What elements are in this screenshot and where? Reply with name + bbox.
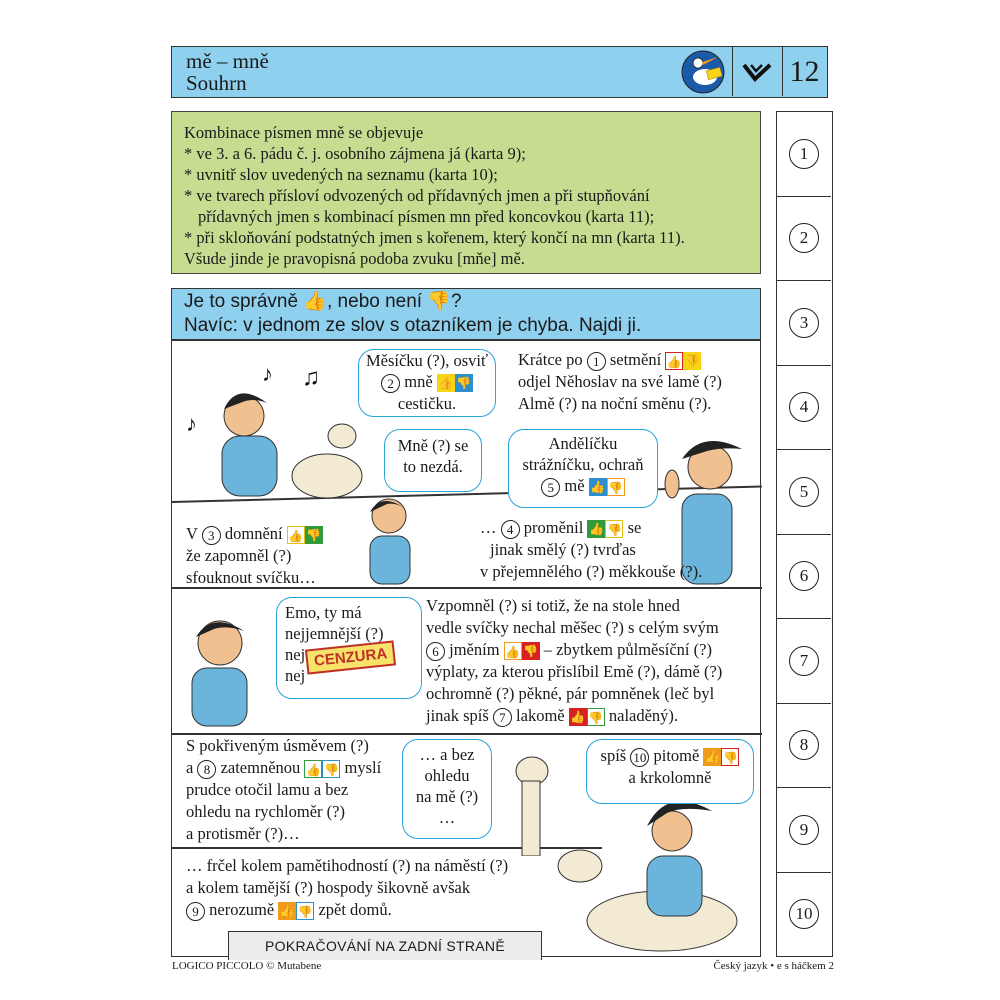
- thumb-up-icon[interactable]: 👍: [665, 352, 683, 370]
- narration-text: domnění: [224, 524, 283, 543]
- thumb-down-icon[interactable]: 👎: [306, 528, 322, 543]
- narration-text: Krátce po: [518, 350, 583, 369]
- narration-text: jinak spíš: [426, 706, 489, 725]
- narration-text: myslí: [344, 758, 382, 777]
- task-line-1: Je to správně 👍, nebo není 👎?: [184, 291, 462, 312]
- narration-line: [186, 523, 323, 545]
- thumb-down-icon[interactable]: 👎: [607, 478, 625, 496]
- answer-number: 4: [789, 392, 819, 422]
- answer-cell-5[interactable]: [777, 449, 831, 535]
- ref-circle: 8: [197, 760, 216, 779]
- narration-text: zatemněnou: [220, 758, 301, 777]
- answer-cell-8[interactable]: [777, 703, 831, 788]
- card-number: 12: [789, 54, 820, 88]
- narration-line: Vzpomněl (?) si totiž, že na stole hned: [426, 596, 680, 615]
- card-subtitle: Souhrn: [186, 71, 247, 95]
- bubble-text: mě: [564, 476, 585, 495]
- music-note-icon: ♪: [262, 361, 273, 386]
- continue-banner: POKRAČOVÁNÍ NA ZADNÍ STRANĚ: [228, 931, 542, 960]
- narration-line: [186, 757, 381, 779]
- narration-line: v přejemnělého (?) měkkouše (?).: [480, 562, 703, 581]
- speech-bubble: [508, 429, 658, 508]
- thumb-up-icon[interactable]: 👍: [588, 522, 604, 537]
- stork-logo-icon: [674, 47, 733, 96]
- answer-cell-2[interactable]: [777, 196, 831, 281]
- bubble-text: Andělíčku: [548, 434, 618, 453]
- narration-line: [426, 639, 712, 661]
- bubble-line: [359, 371, 495, 393]
- ref-circle: 6: [426, 642, 445, 661]
- thumb-down-icon[interactable]: 👎: [721, 748, 739, 766]
- bubble-text: nej: [285, 645, 306, 664]
- thumb-up-icon[interactable]: 👍: [570, 710, 586, 725]
- summary-line: * ve 3. a 6. pádu č. j. osobního zájmena já (karta 9);: [184, 144, 526, 163]
- narration-text: naladěný).: [608, 706, 679, 725]
- thumb-up-icon[interactable]: 👍: [504, 642, 522, 660]
- thumb-down-icon[interactable]: 👎: [684, 354, 700, 369]
- bubble-text: Mně (?) se: [397, 436, 469, 455]
- ref-circle: 4: [501, 520, 520, 539]
- bubble-text: to nezdá.: [403, 457, 463, 476]
- bubble-text: cestičku.: [397, 393, 457, 413]
- thumb-down-icon[interactable]: 👎: [322, 760, 340, 778]
- man-riding-llama-illustration: [552, 781, 757, 956]
- task-instructions: [171, 288, 761, 340]
- speech-bubble: [358, 349, 496, 417]
- narration-text: – zbytkem půlměsíční (?): [543, 640, 712, 659]
- bubble-text: Emo, ty má: [285, 603, 362, 622]
- narration-line: jinak smělý (?) tvrďas: [490, 540, 636, 559]
- narration-text: jměním: [449, 640, 500, 659]
- thumb-down-icon[interactable]: 👎: [523, 644, 539, 659]
- censorship-stamp: CENZURA: [305, 640, 396, 674]
- narration-line: vedle svíčky nechal měšec (?) s celým svým: [426, 618, 719, 637]
- narration-line: [480, 517, 641, 539]
- ref-circle: 3: [202, 526, 221, 545]
- ref-circle: 1: [587, 352, 606, 371]
- narration-line: [426, 705, 678, 727]
- bubble-text: na mě (?): [415, 787, 479, 806]
- answer-cell-9[interactable]: [777, 787, 831, 873]
- answer-cell-4[interactable]: [777, 365, 831, 450]
- thumb-up-icon[interactable]: 👍: [279, 904, 295, 919]
- bubble-text: a krkolomně: [628, 767, 712, 787]
- thumb-up-icon[interactable]: 👍: [704, 750, 720, 765]
- bubble-line: [587, 745, 753, 767]
- footer-subject: Český jazyk • e s háčkem 2: [713, 960, 834, 972]
- thumb-down-icon[interactable]: 👎: [587, 708, 605, 726]
- answer-number: 10: [789, 899, 819, 929]
- narration-line: a protisměr (?)…: [186, 824, 300, 843]
- ref-circle: 9: [186, 902, 205, 921]
- narration-line: [186, 899, 392, 921]
- ref-circle: 10: [630, 748, 649, 767]
- summary-line: * ve tvarech přísloví odvozených od přídavných jmen a při stupňování: [184, 186, 650, 205]
- music-note-icon: ♫: [302, 365, 320, 391]
- footer-publisher: LOGICO PICCOLO © Mutabene: [172, 960, 322, 972]
- task-line-2: Navíc: v jednom ze slov s otazníkem je chyba. Najdi ji.: [184, 315, 642, 336]
- check-mark-icon: [732, 47, 783, 96]
- narration-line: [518, 349, 701, 371]
- boy-character-illustration: [352, 486, 427, 586]
- narration-line: že zapomněl (?): [186, 546, 292, 565]
- answer-cell-3[interactable]: [777, 280, 831, 366]
- narration-line: S pokřiveným úsměvem (?): [186, 736, 369, 755]
- ref-circle: 5: [541, 478, 560, 497]
- answer-number: 7: [789, 646, 819, 676]
- card-header: [171, 46, 828, 98]
- answer-cell-7[interactable]: [777, 618, 831, 704]
- narration-line: … frčel kolem pamětihodností (?) na náměstí (?): [186, 856, 509, 875]
- man-in-glasses-illustration: [172, 603, 262, 728]
- bubble-text: ohledu: [424, 766, 470, 785]
- narration-text: …: [480, 518, 497, 537]
- answer-number: 2: [789, 223, 819, 253]
- summary-line: Všude jinde je pravopisná podoba zvuku [mňe] mě.: [184, 249, 525, 268]
- summary-line: * při skloňování podstatných jmen s kořenem, který končí na mn (karta 11).: [184, 228, 685, 247]
- answer-cell-1[interactable]: [777, 112, 831, 197]
- narration-text: se: [627, 518, 642, 537]
- narration-line: Almě (?) na noční směnu (?).: [518, 394, 712, 413]
- narration-line: ohledu na rychloměr (?): [186, 802, 345, 821]
- traveler-on-llama-illustration: [182, 361, 372, 506]
- narration-text: zpět domů.: [318, 900, 392, 919]
- summary-box: [171, 111, 761, 274]
- narration-text: nerozumě: [209, 900, 275, 919]
- answer-cell-10[interactable]: [777, 872, 831, 955]
- thumb-down-icon[interactable]: 👎: [456, 376, 472, 391]
- narration-text: setmění: [609, 350, 662, 369]
- music-note-icon: ♪: [186, 411, 197, 436]
- thumb-up-icon[interactable]: 👍: [438, 376, 454, 391]
- thumb-up-icon[interactable]: 👍: [590, 480, 606, 495]
- ref-circle: 7: [493, 708, 512, 727]
- narration-text: lakomě: [516, 706, 565, 725]
- answer-cell-6[interactable]: [777, 534, 831, 619]
- comic-strip: [171, 340, 761, 957]
- bubble-text: spíš: [600, 746, 627, 765]
- thumb-down-icon[interactable]: 👎: [605, 520, 623, 538]
- bubble-text: nejjemnější (?): [285, 624, 384, 643]
- narration-line: a kolem tamější (?) hospody šikovně avšak: [186, 878, 471, 897]
- answer-number: 3: [789, 308, 819, 338]
- answer-number: 6: [789, 561, 819, 591]
- speech-bubble: [586, 739, 754, 804]
- narration-text: proměnil: [523, 518, 584, 537]
- narration-text: a: [186, 758, 194, 777]
- card-title: mě – mně: [186, 49, 269, 73]
- bubble-text: strážníčku, ochraň: [522, 455, 644, 474]
- thumb-down-icon[interactable]: 👎: [296, 902, 314, 920]
- thumb-up-icon[interactable]: 👍: [287, 526, 305, 544]
- summary-line: přídavných jmen s kombinací písmen mn před koncovkou (karta 11);: [198, 207, 655, 226]
- answer-number: 5: [789, 477, 819, 507]
- answer-column: [776, 111, 833, 957]
- bubble-text: Měsíčku (?), osviť: [365, 351, 489, 370]
- thumb-up-icon[interactable]: 👍: [304, 760, 322, 778]
- bubble-text: mně: [404, 372, 433, 391]
- answer-number: 1: [789, 139, 819, 169]
- narration-line: sfouknout svíčku…: [186, 568, 316, 587]
- narration-line: ochromně (?) pěkné, pár pomněnek (leč byl: [426, 684, 715, 703]
- narration-text: V: [186, 524, 198, 543]
- bubble-text: … a bez: [419, 745, 475, 764]
- summary-line: Kombinace písmen mně se objevuje: [184, 123, 424, 142]
- bubble-text: nej: [285, 666, 306, 685]
- narration-line: odjel Něhoslav na své lamě (?): [518, 372, 722, 391]
- ref-circle: 2: [381, 374, 400, 393]
- bubble-text: pitomě: [653, 746, 700, 765]
- bubble-text: …: [438, 808, 456, 827]
- bubble-line: [509, 475, 657, 497]
- speech-bubble: [402, 739, 492, 839]
- speech-bubble: [384, 429, 482, 492]
- narration-line: prudce otočil lamu a bez: [186, 780, 349, 799]
- narration-line: výplaty, za kterou přislíbil Emě (?), dámě (?): [426, 662, 723, 681]
- answer-number: 9: [789, 815, 819, 845]
- answer-number: 8: [789, 730, 819, 760]
- summary-line: * uvnitř slov uvedených na seznamu (karta 10);: [184, 165, 498, 184]
